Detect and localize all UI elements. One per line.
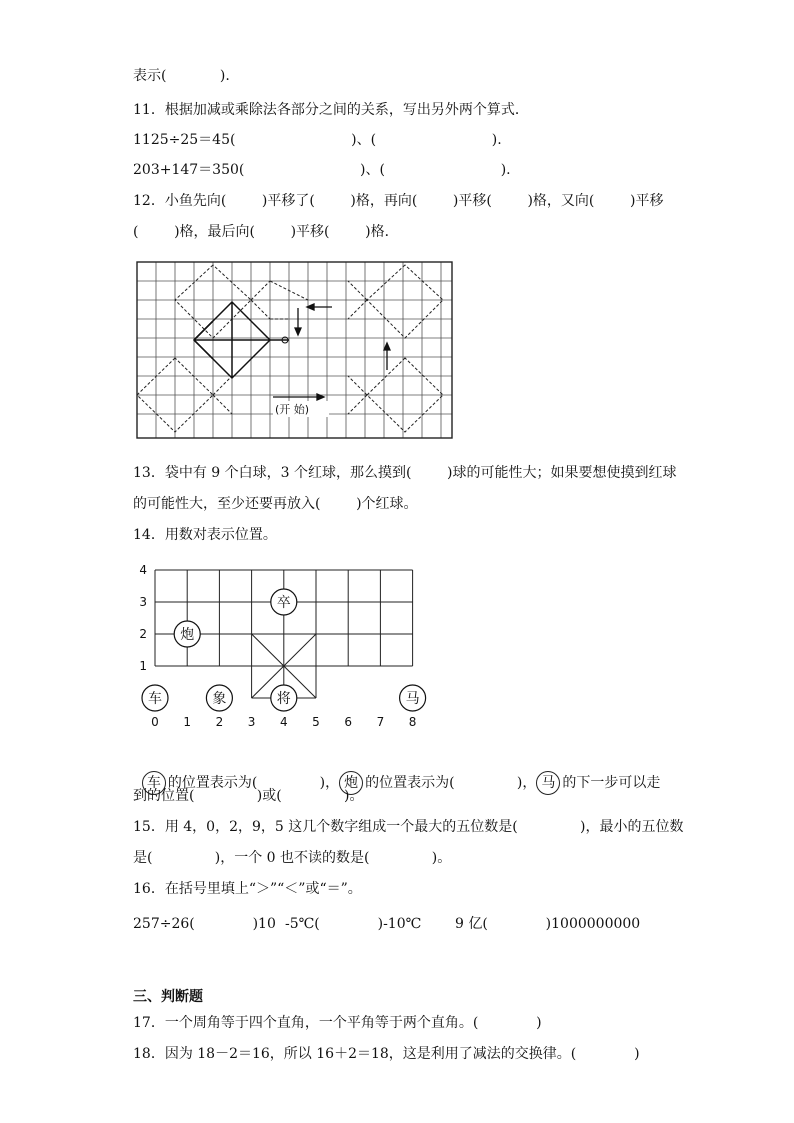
chess-piece-炮 (174, 621, 200, 647)
q14-text-a: 的位置表示为( )， (167, 775, 340, 791)
start-label: (开 始) (275, 403, 310, 416)
x-tick-label: 3 (247, 715, 256, 729)
q11-title: 11．根据加减或乘除法各部分之间的关系，写出另外两个算式． (133, 102, 529, 118)
x-tick-label: 2 (215, 715, 224, 729)
q11-line2: 203+147＝350( )、( ). (133, 162, 511, 178)
chess-grid-figure (135, 560, 435, 729)
svg-text:象: 象 (212, 691, 227, 707)
q11-line1: 1125÷25＝45( )、( ). (133, 132, 502, 148)
svg-text:炮: 炮 (180, 627, 195, 643)
q13-line1: 13．袋中有 9 个白球，3 个红球，那么摸到( )球的可能性大；如果要想使摸到红球 (133, 465, 677, 481)
q16-expr3: 9 亿( )1000000000 (455, 916, 641, 932)
x-tick-label: 8 (408, 715, 417, 729)
chess-piece-象 (206, 685, 232, 711)
solid-fish (194, 302, 289, 378)
x-tick-label: 0 (151, 715, 159, 729)
x-tick-label: 5 (312, 715, 320, 729)
piece-che-icon: 车 (142, 771, 166, 795)
x-tick-label: 1 (183, 715, 192, 729)
q18: 18．因为 18－2＝16，所以 16＋2＝18，这是利用了减法的交换律。( ) (133, 1046, 640, 1062)
section3-heading: 三、判断题 (133, 989, 203, 1005)
q14-title: 14．用数对表示位置。 (133, 527, 277, 543)
q10-tail: 表示( ). (133, 68, 230, 84)
arrows (273, 304, 390, 400)
x-tick-label: 6 (344, 715, 353, 729)
fish-grid-figure (135, 260, 455, 442)
q16-title: 16．在括号里填上“＞”“＜”或“＝”。 (133, 881, 362, 897)
svg-text:车: 车 (148, 691, 162, 707)
q12-line2: ( )格，最后向( )平移( )格． (133, 224, 399, 240)
x-tick-label: 4 (279, 715, 288, 729)
q12-line1: 12．小鱼先向( )平移了( )格，再向( )平移( )格，又向( )平移 (133, 193, 664, 209)
q14-text-b: 的位置表示为( )， (365, 775, 537, 791)
q16-expr1: 257÷26( )10 (133, 916, 276, 932)
q15-line2: 是( )，一个 0 也不读的数是( )。 (133, 850, 452, 866)
q17: 17．一个周角等于四个直角，一个平角等于两个直角。( ) (133, 1015, 542, 1031)
q15-line1: 15．用 4，0，2，9，5 这几个数字组成一个最大的五位数是( )，最小的五位数 (133, 819, 684, 835)
q16-expr2: -5℃( )-10℃ (285, 916, 422, 932)
q13-line2: 的可能性大，至少还要再放入( )个红球。 (133, 496, 418, 512)
y-tick-label: 2 (139, 627, 147, 641)
piece-pao-icon: 炮 (339, 771, 363, 795)
piece-ma-icon: 马 (536, 771, 560, 795)
svg-text:马: 马 (405, 691, 420, 707)
chess-piece-车 (142, 685, 168, 711)
chess-piece-马 (400, 685, 426, 711)
svg-text:将: 将 (276, 691, 291, 707)
y-tick-label: 3 (139, 595, 147, 609)
q14-text-c: 的下一步可以走 (562, 775, 661, 791)
x-tick-label: 7 (376, 715, 385, 729)
y-tick-label: 1 (139, 659, 147, 673)
chess-piece-卒 (271, 589, 297, 615)
chess-piece-将 (271, 685, 297, 711)
q14-line2: 到的位置( )或( )。 (133, 788, 364, 804)
y-tick-label: 4 (139, 563, 147, 577)
svg-text:卒: 卒 (276, 595, 291, 611)
